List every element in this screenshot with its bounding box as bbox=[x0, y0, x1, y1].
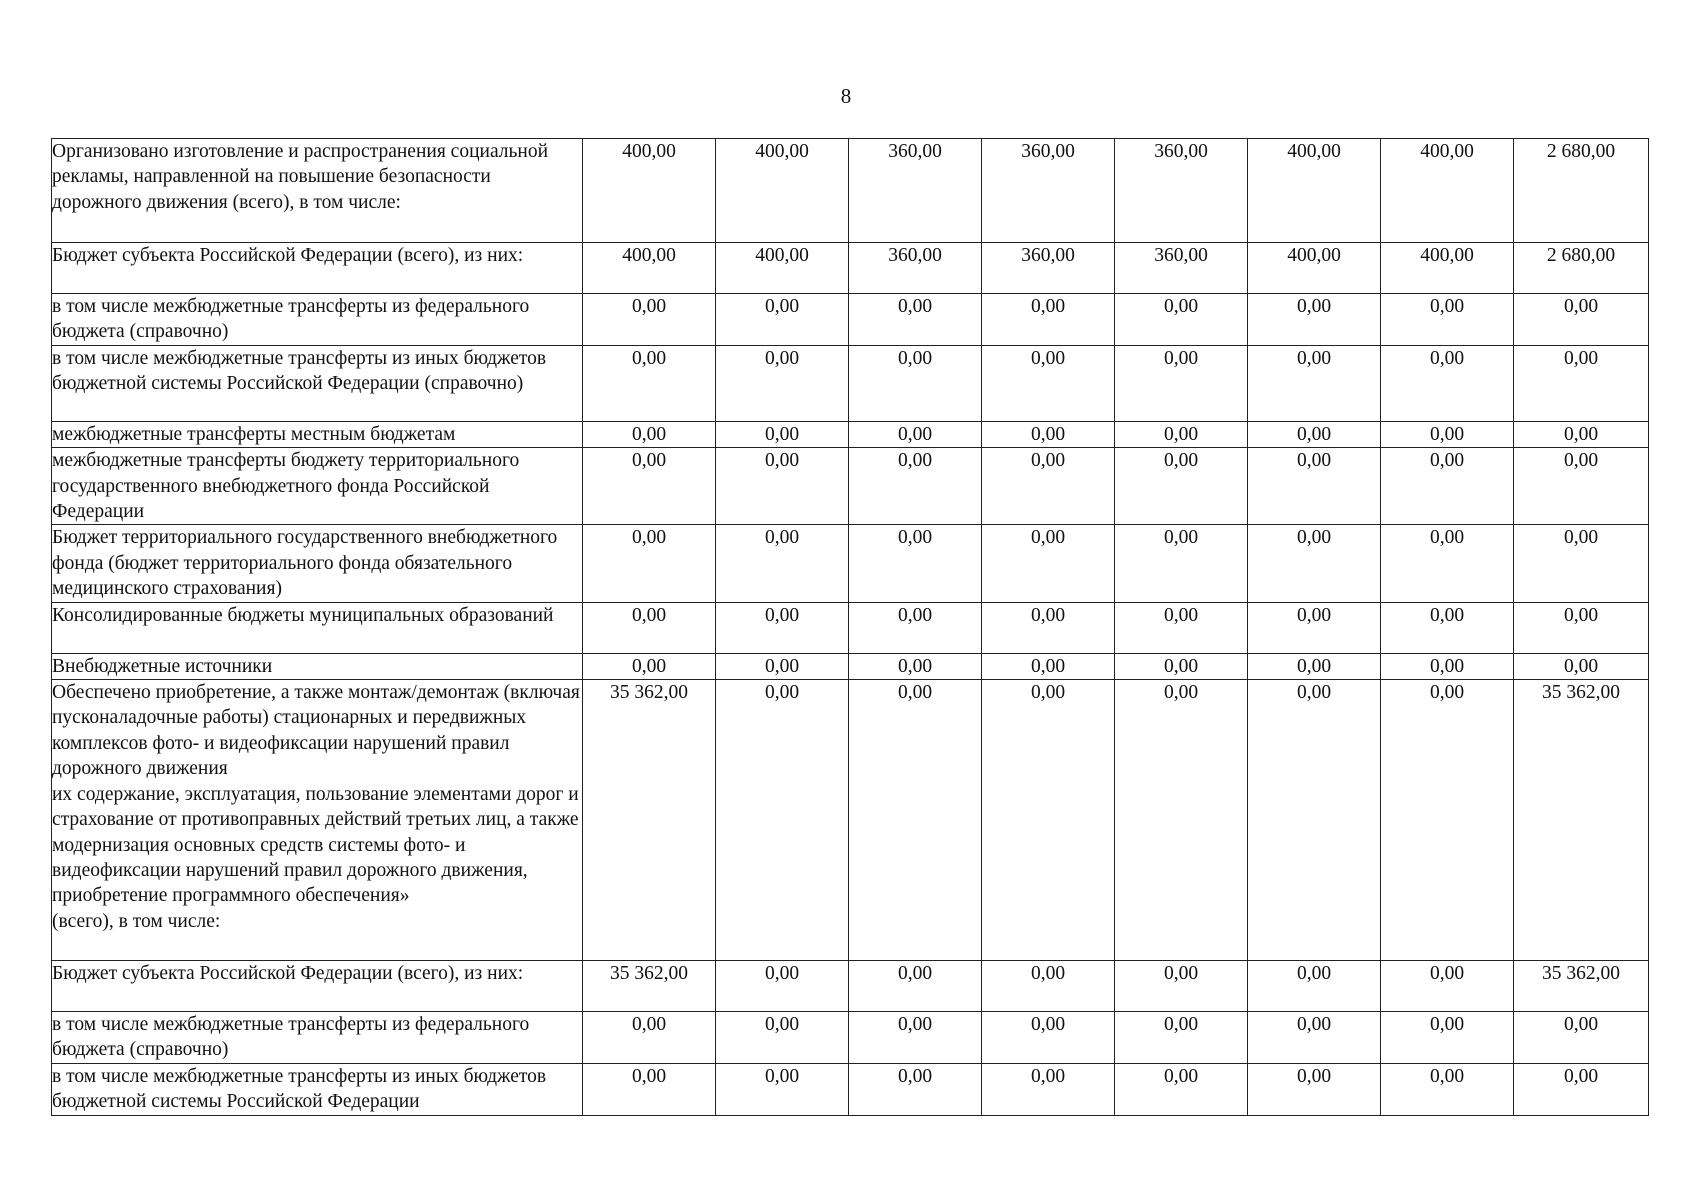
value-cell: 0,00 bbox=[1381, 1012, 1514, 1064]
value-cell: 0,00 bbox=[849, 345, 982, 421]
value-cell: 0,00 bbox=[1514, 653, 1649, 679]
value-cell: 0,00 bbox=[716, 421, 849, 447]
value-cell: 0,00 bbox=[1248, 602, 1381, 653]
table-row bbox=[52, 421, 1649, 447]
value-cell: 0,00 bbox=[1248, 680, 1381, 961]
value-cell: 0,00 bbox=[583, 345, 716, 421]
value-cell: 0,00 bbox=[1115, 345, 1248, 421]
value-cell: 0,00 bbox=[1381, 961, 1514, 1012]
value-cell: 0,00 bbox=[583, 294, 716, 346]
value-cell: 0,00 bbox=[1115, 680, 1248, 961]
value-cell: 0,00 bbox=[1514, 421, 1649, 447]
value-cell: 0,00 bbox=[716, 525, 849, 602]
value-cell: 0,00 bbox=[1115, 421, 1248, 447]
row-label: межбюджетные трансферты местным бюджетам bbox=[52, 421, 583, 447]
row-label: Консолидированные бюджеты муниципальных образований bbox=[52, 602, 583, 653]
value-cell: 0,00 bbox=[1381, 653, 1514, 679]
value-cell: 0,00 bbox=[1381, 421, 1514, 447]
value-cell: 400,00 bbox=[1381, 243, 1514, 294]
value-cell: 0,00 bbox=[849, 602, 982, 653]
value-cell: 0,00 bbox=[1248, 345, 1381, 421]
value-cell: 0,00 bbox=[849, 294, 982, 346]
value-cell: 0,00 bbox=[716, 345, 849, 421]
value-cell: 0,00 bbox=[849, 525, 982, 602]
budget-table bbox=[51, 138, 1649, 1116]
value-cell: 0,00 bbox=[1381, 680, 1514, 961]
value-cell: 400,00 bbox=[1381, 139, 1514, 243]
value-cell: 0,00 bbox=[716, 448, 849, 525]
value-cell: 0,00 bbox=[1381, 1063, 1514, 1115]
value-cell: 400,00 bbox=[1248, 243, 1381, 294]
value-cell: 0,00 bbox=[1115, 448, 1248, 525]
value-cell: 0,00 bbox=[1514, 525, 1649, 602]
value-cell: 0,00 bbox=[982, 294, 1115, 346]
value-cell: 0,00 bbox=[716, 1063, 849, 1115]
value-cell: 0,00 bbox=[1248, 448, 1381, 525]
value-cell: 35 362,00 bbox=[1514, 961, 1649, 1012]
table-row bbox=[52, 602, 1649, 653]
page-number: 8 bbox=[840, 84, 852, 108]
value-cell: 0,00 bbox=[982, 653, 1115, 679]
value-cell: 0,00 bbox=[849, 1063, 982, 1115]
value-cell: 360,00 bbox=[1115, 243, 1248, 294]
value-cell: 400,00 bbox=[716, 243, 849, 294]
value-cell: 0,00 bbox=[1115, 1063, 1248, 1115]
value-cell: 0,00 bbox=[982, 448, 1115, 525]
row-label: Организовано изготовление и распространения социальной рекламы, направленной на повышение безопасности дорожного движения (всего), в том числе: bbox=[52, 139, 583, 243]
value-cell: 0,00 bbox=[849, 1012, 982, 1064]
value-cell: 0,00 bbox=[1115, 525, 1248, 602]
value-cell: 0,00 bbox=[982, 680, 1115, 961]
value-cell: 0,00 bbox=[1514, 448, 1649, 525]
value-cell: 0,00 bbox=[1115, 1012, 1248, 1064]
value-cell: 360,00 bbox=[982, 243, 1115, 294]
row-label: в том числе межбюджетные трансферты из иных бюджетов бюджетной системы Российской Федерации (справочно) bbox=[52, 345, 583, 421]
value-cell: 0,00 bbox=[583, 653, 716, 679]
value-cell: 0,00 bbox=[1115, 602, 1248, 653]
row-label: Обеспечено приобретение, а также монтаж/демонтаж (включая пусконаладочные работы) стационарных и передвижных комплексов фото- и видеофиксации нарушений правил дорожного движения их содержание, эксплуатация, пользование элементами дорог и страхование от противоправных действий третьих лиц, а также модернизация основных средств системы фото- и видеофиксации нарушений правил дорожного движения, приобретение программного обеспечения» (всего), в том числе: bbox=[52, 680, 583, 961]
budget-table-body bbox=[52, 139, 1649, 1116]
table-row bbox=[52, 448, 1649, 525]
value-cell: 400,00 bbox=[1248, 139, 1381, 243]
value-cell: 0,00 bbox=[1381, 294, 1514, 346]
value-cell: 0,00 bbox=[1514, 602, 1649, 653]
value-cell: 0,00 bbox=[849, 961, 982, 1012]
value-cell: 35 362,00 bbox=[583, 961, 716, 1012]
value-cell: 0,00 bbox=[583, 1012, 716, 1064]
value-cell: 0,00 bbox=[716, 294, 849, 346]
table-row bbox=[52, 961, 1649, 1012]
value-cell: 0,00 bbox=[716, 602, 849, 653]
value-cell: 2 680,00 bbox=[1514, 139, 1649, 243]
table-row bbox=[52, 345, 1649, 421]
value-cell: 0,00 bbox=[849, 448, 982, 525]
value-cell: 0,00 bbox=[1514, 1012, 1649, 1064]
row-label: Бюджет субъекта Российской Федерации (всего), из них: bbox=[52, 243, 583, 294]
value-cell: 0,00 bbox=[583, 448, 716, 525]
row-label: в том числе межбюджетные трансферты из иных бюджетов бюджетной системы Российской Федерации bbox=[52, 1063, 583, 1115]
value-cell: 0,00 bbox=[1248, 294, 1381, 346]
value-cell: 0,00 bbox=[1248, 961, 1381, 1012]
value-cell: 0,00 bbox=[1115, 653, 1248, 679]
value-cell: 0,00 bbox=[982, 602, 1115, 653]
table-row bbox=[52, 653, 1649, 679]
row-label: Внебюджетные источники bbox=[52, 653, 583, 679]
value-cell: 0,00 bbox=[982, 421, 1115, 447]
value-cell: 0,00 bbox=[1248, 653, 1381, 679]
value-cell: 0,00 bbox=[1248, 525, 1381, 602]
value-cell: 0,00 bbox=[1115, 294, 1248, 346]
value-cell: 0,00 bbox=[1248, 421, 1381, 447]
value-cell: 360,00 bbox=[849, 243, 982, 294]
row-label: Бюджет субъекта Российской Федерации (всего), из них: bbox=[52, 961, 583, 1012]
value-cell: 360,00 bbox=[982, 139, 1115, 243]
value-cell: 0,00 bbox=[583, 525, 716, 602]
value-cell: 0,00 bbox=[849, 421, 982, 447]
table-row bbox=[52, 139, 1649, 243]
value-cell: 0,00 bbox=[1115, 961, 1248, 1012]
row-label: в том числе межбюджетные трансферты из федерального бюджета (справочно) bbox=[52, 1012, 583, 1064]
value-cell: 0,00 bbox=[716, 961, 849, 1012]
row-label: Бюджет территориального государственного внебюджетного фонда (бюджет территориального фонда обязательного медицинского страхования) bbox=[52, 525, 583, 602]
value-cell: 0,00 bbox=[849, 653, 982, 679]
value-cell: 0,00 bbox=[982, 525, 1115, 602]
value-cell: 0,00 bbox=[849, 680, 982, 961]
value-cell: 0,00 bbox=[1514, 1063, 1649, 1115]
value-cell: 0,00 bbox=[583, 421, 716, 447]
value-cell: 35 362,00 bbox=[1514, 680, 1649, 961]
table-row bbox=[52, 525, 1649, 602]
value-cell: 0,00 bbox=[982, 345, 1115, 421]
value-cell: 0,00 bbox=[1248, 1063, 1381, 1115]
value-cell: 2 680,00 bbox=[1514, 243, 1649, 294]
value-cell: 0,00 bbox=[716, 1012, 849, 1064]
value-cell: 0,00 bbox=[716, 680, 849, 961]
value-cell: 400,00 bbox=[583, 139, 716, 243]
table-row bbox=[52, 294, 1649, 346]
value-cell: 0,00 bbox=[716, 653, 849, 679]
row-label: межбюджетные трансферты бюджету территориального государственного внебюджетного фонда Российской Федерации bbox=[52, 448, 583, 525]
value-cell: 0,00 bbox=[982, 1063, 1115, 1115]
value-cell: 0,00 bbox=[1381, 345, 1514, 421]
value-cell: 0,00 bbox=[982, 1012, 1115, 1064]
value-cell: 360,00 bbox=[1115, 139, 1248, 243]
value-cell: 0,00 bbox=[1514, 294, 1649, 346]
table-row bbox=[52, 1063, 1649, 1115]
value-cell: 400,00 bbox=[583, 243, 716, 294]
value-cell: 0,00 bbox=[583, 1063, 716, 1115]
value-cell: 0,00 bbox=[583, 602, 716, 653]
value-cell: 35 362,00 bbox=[583, 680, 716, 961]
value-cell: 0,00 bbox=[1381, 525, 1514, 602]
value-cell: 0,00 bbox=[1248, 1012, 1381, 1064]
table-row bbox=[52, 1012, 1649, 1064]
value-cell: 0,00 bbox=[982, 961, 1115, 1012]
value-cell: 0,00 bbox=[1381, 602, 1514, 653]
row-label: в том числе межбюджетные трансферты из федерального бюджета (справочно) bbox=[52, 294, 583, 346]
table-row bbox=[52, 243, 1649, 294]
value-cell: 0,00 bbox=[1381, 448, 1514, 525]
table-row bbox=[52, 680, 1649, 961]
value-cell: 360,00 bbox=[849, 139, 982, 243]
value-cell: 400,00 bbox=[716, 139, 849, 243]
value-cell: 0,00 bbox=[1514, 345, 1649, 421]
